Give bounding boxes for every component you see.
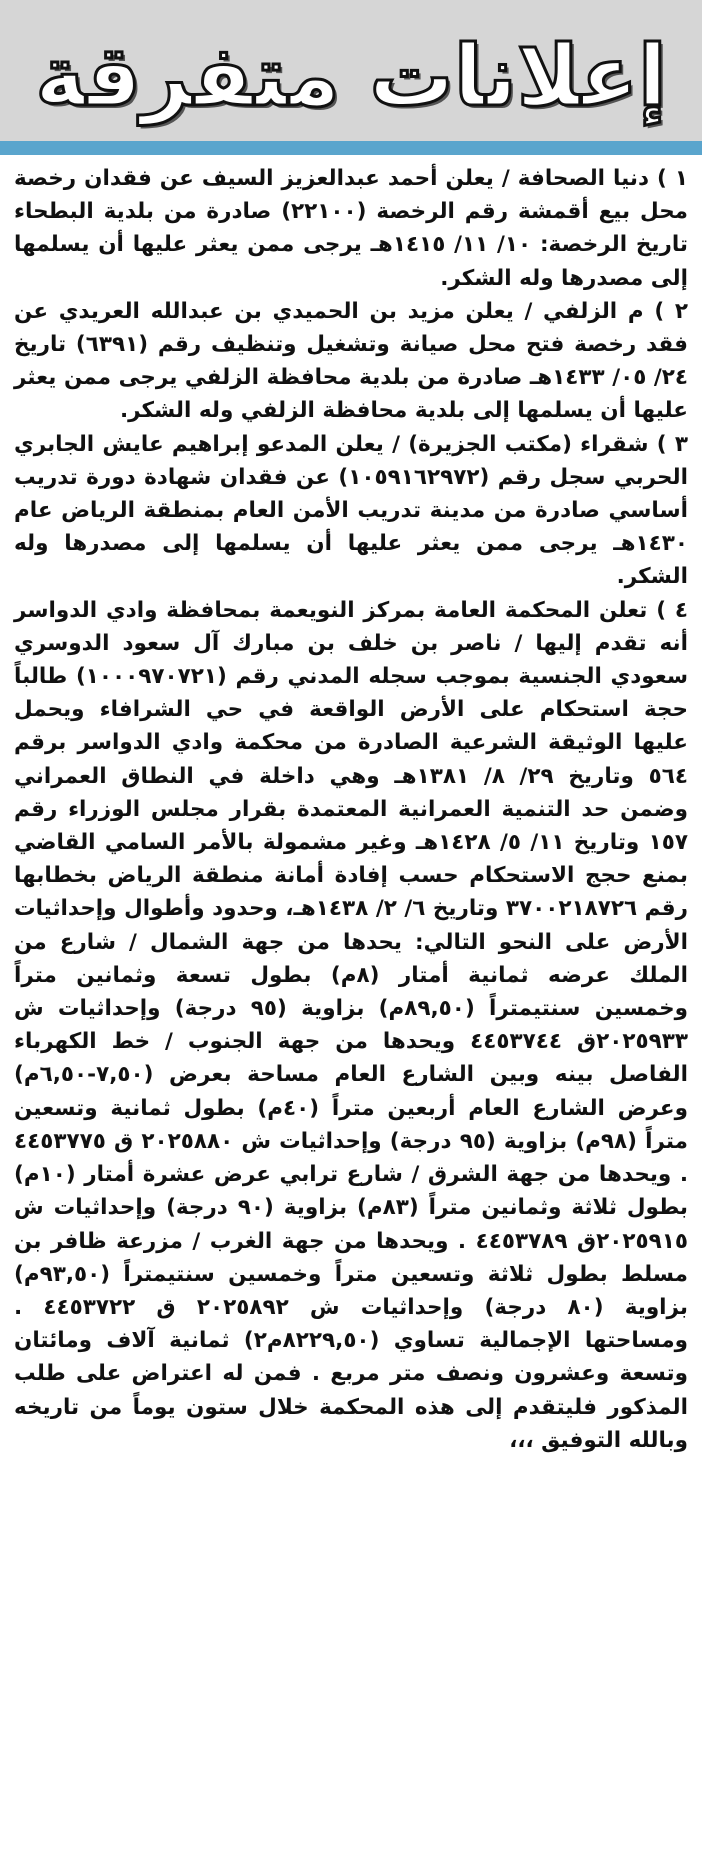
ad-text: م الزلفي / يعلن مزيد بن الحميدي بن عبدالله العريدي عن فقد رخصة فتح محل صيانة وتشغيل وتنظيف رقم (٦٣٩١) تاريخ ٢٤/ ٠٥/ ١٤٣٣هـ صادرة من بلدية محافظة الزلفي يرجى ممن يعثر عليها أن يسلمها إلى بلدية محافظة الزلفي وله الشكر.: [14, 298, 689, 424]
ad-item-1: [14, 162, 688, 295]
ad-number: ٣ ): [656, 431, 688, 457]
ad-number: ٢ ): [654, 298, 688, 324]
section-header-banner: [0, 0, 702, 141]
classified-ads-list: [14, 162, 688, 1457]
ad-text: تعلن المحكمة العامة بمركز النويعمة بمحافظة وادي الدواسر أنه تقدم إليها / ناصر بن خلف بن مبارك آل سعود الدوسري سعودي الجنسية بموجب سجله المدني رقم (١٠٠٠٩٧٠٧٢١) طالباً حجة استحكام على الأرض الواقعة في حي الشرافاء ويحمل عليها الوثيقة الشرعية الصادرة من محكمة وادي الدواسر برقم ٥٦٤ وتاريخ ٢٩/ ٨/ ١٣٨١هـ وهي داخلة في النطاق العمراني وضمن حد التنمية العمرانية المعتمدة بقرار مجلس الوزراء رقم ١٥٧ وتاريخ ١١/ ٥/ ١٤٢٨هـ وغير مشمولة بالأمر السامي القاضي بمنع حجج الاستحكام حسب إفادة أمانة منطقة الرياض بخطابها رقم ٣٧٠٠٢١٨٧٢٦ وتاريخ ٦/ ٢/ ١٤٣٨هـ، وحدود وأطوال وإحداثيات الأرض على النحو التالي: يحدها من جهة الشمال / شارع من الملك عرضه ثمانية أمتار (٨م) بطول تسعة وثمانين متراً وخمسين سنتيمتراً (٨٩,٥٠م) بزاوية (٩٥ درجة) وإحداثيات ش ٢٠٢٥٩٣٣ق ٤٤٥٣٧٤٤ ويحدها من جهة الجنوب / خط الكهرباء الفاصل بينه وبين الشارع العام مساحة بعرض (٧,٥٠-٦,٥٠م) وعرض الشارع العام أربعين متراً (٤٠م) بطول ثمانية وتسعين متراً (٩٨م) بزاوية (٩٥ درجة) وإحداثيات ش ٢٠٢٥٨٨٠ ق ٤٤٥٣٧٧٥ . ويحدها من جهة الشرق / شارع ترابي عرض عشرة أمتار (١٠م) بطول ثلاثة وثمانين متراً (٨٣م) بزاوية (٩٠ درجة) وإحداثيات ش ٢٠٢٥٩١٥ق ٤٤٥٣٧٨٩ . ويحدها من جهة الغرب / مزرعة ظافر بن مسلط بطول ثلاثة وتسعين متراً وخمسين سنتيمتراً (٩٣,٥٠م) بزاوية (٨٠ درجة) وإحداثيات ش ٢٠٢٥٨٩٢ ق ٤٤٥٣٧٢٢ . ومساحتها الإجمالية تساوي (٨٢٢٩,٥٠م٢) ثمانية آلاف ومائتان وتسعة وعشرون ونصف متر مربع . فمن له اعتراض على طلب المذكور فليتقدم إلى هذه المحكمة خلال ستون يوماً من تاريخه وبالله التوفيق ،،،: [14, 597, 689, 1453]
header-accent-bar: [0, 141, 702, 155]
ad-item-4: [14, 594, 688, 1457]
ad-number: ١ ): [657, 166, 688, 191]
ad-text: دنيا الصحافة / يعلن أحمد عبدالعزيز السيف عن فقدان رخصة محل بيع أقمشة رقم الرخصة (٢٢١٠٠) صادرة من بلدية البطحاء تاريخ الرخصة: ١٠/ ١١/ ١٤١٥هـ يرجى ممن يعثر عليها أن يسلمها إلى مصدرها وله الشكر.: [14, 166, 688, 291]
ad-item-3: [14, 428, 688, 594]
ad-text: شقراء (مكتب الجزيرة) / يعلن المدعو إبراهيم عايش الجابري الحربي سجل رقم (١٠٥٩١٦٢٩٧٢) عن فقدان شهادة دورة تدريب أساسي صادرة من مدينة تدريب الأمن العام بمنطقة الرياض عام ١٤٣٠هـ يرجى ممن يعثر عليها أن يسلمها إلى مصدرها وله الشكر.: [14, 431, 688, 590]
ad-item-2: [14, 295, 688, 428]
section-title: إعلانات متفرقة: [35, 27, 667, 125]
ad-number: ٤ ): [656, 597, 688, 623]
